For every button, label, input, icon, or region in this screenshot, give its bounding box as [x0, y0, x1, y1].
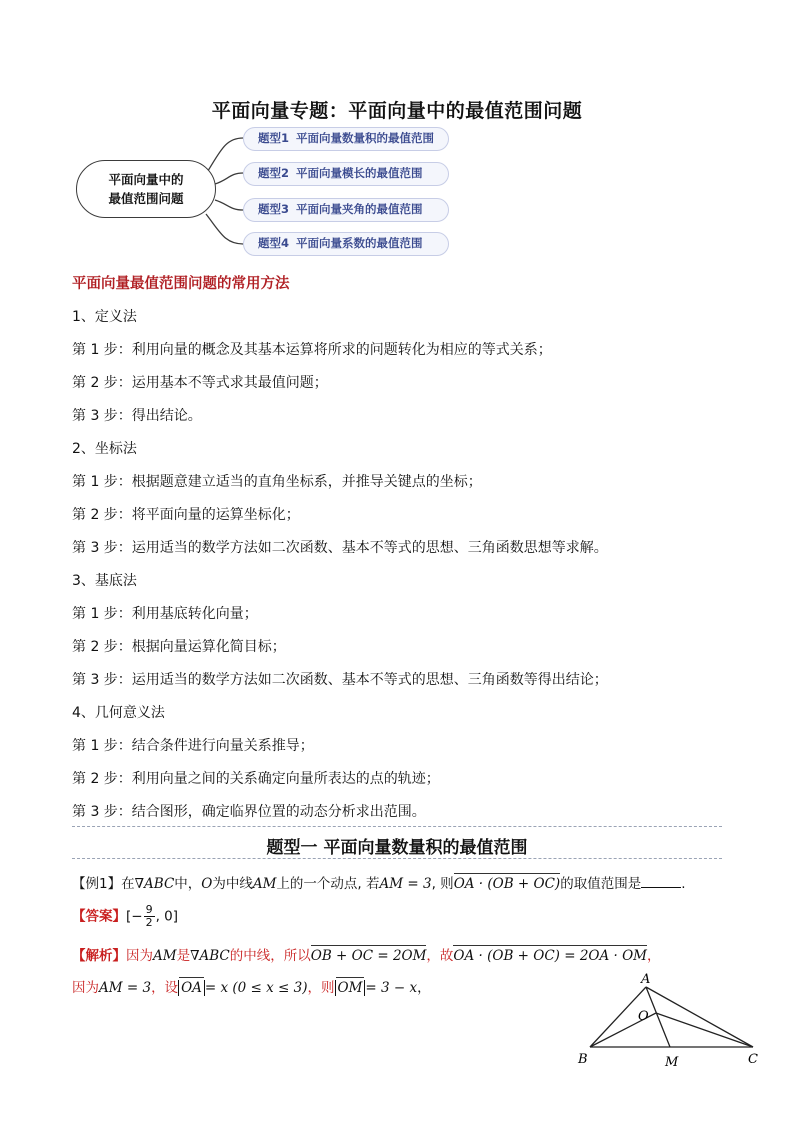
method-line: 第 3 步：运用适当的数学方法如二次函数、基本不等式的思想、三角函数等得出结论；	[72, 672, 608, 688]
method-line: 4、几何意义法	[72, 705, 165, 721]
analysis-text: ，故	[426, 948, 454, 964]
example-1	[72, 872, 686, 892]
method-line: 第 1 步：利用基底转化向量；	[72, 606, 258, 622]
method-line: 第 1 步：根据题意建立适当的直角坐标系，并推导关键点的坐标；	[72, 474, 482, 490]
am-equation: AM = 3	[99, 980, 152, 996]
fraction-denominator: 2	[145, 916, 153, 929]
label-c: C	[748, 1052, 758, 1067]
page-title: 平面向量专题：平面向量中的最值范围问题	[211, 100, 583, 122]
triangle-figure	[570, 965, 770, 1075]
method-line: 第 2 步：根据向量运算化简目标；	[72, 639, 286, 655]
mindmap-topic-2	[243, 162, 449, 186]
example-text: 在	[121, 876, 135, 892]
topic-number: 题型1	[258, 131, 290, 145]
label-o: O	[638, 1009, 649, 1024]
am-equation: AM = 3	[379, 876, 432, 892]
segment-am: AM	[252, 876, 277, 892]
vector-equation: OA · (OB + OC) = 2OA · OM	[453, 948, 647, 964]
topic-label: 平面向量模长的最值范围	[296, 166, 423, 180]
label-a: A	[641, 972, 651, 987]
label-m: M	[665, 1055, 679, 1070]
topic-label: 平面向量夹角的最值范围	[296, 202, 423, 216]
example-text: 中，	[174, 876, 202, 892]
mindmap-center-line1: 平面向量中的	[108, 172, 184, 187]
topic-number: 题型4	[258, 236, 290, 250]
mindmap-topic-1	[243, 127, 449, 151]
topic-number: 题型2	[258, 166, 290, 180]
method-line: 第 2 步：运用基本不等式求其最值问题；	[72, 375, 328, 391]
method-line: 第 3 步：结合图形，确定临界位置的动态分析求出范围。	[72, 804, 426, 820]
method-line: 第 1 步：结合条件进行向量关系推导；	[72, 738, 314, 754]
analysis-label: 【解析】	[72, 948, 126, 964]
example-text: 的取值范围是	[560, 876, 642, 892]
methods-heading: 平面向量最值范围问题的常用方法	[72, 276, 290, 292]
analysis-text: 因为	[126, 948, 153, 964]
method-line: 1、定义法	[72, 309, 137, 325]
om-equation: = 3 − x	[365, 980, 418, 996]
oa-equation: = x (0 ≤ x ≤ 3)	[204, 980, 308, 996]
example-text: , 则	[431, 876, 454, 892]
triangle-abc: ∇ABC	[190, 948, 230, 964]
answer-post: , 0]	[155, 908, 179, 925]
analysis-text: ，则	[307, 980, 335, 996]
topic-number: 题型3	[258, 202, 290, 216]
fraction-numerator: 9	[145, 903, 153, 916]
analysis-line-1	[72, 944, 661, 964]
section-divider-bottom	[72, 858, 722, 859]
analysis-text: ，	[417, 980, 431, 996]
mindmap-center-line2: 最值范围问题	[108, 191, 184, 206]
vector-equation: OB + OC = 2OM	[310, 948, 427, 964]
mindmap-topic-3	[243, 198, 449, 222]
mindmap-center-node	[76, 160, 216, 218]
analysis-line-2	[72, 976, 431, 996]
answer-blank	[641, 875, 681, 888]
vector-expression: OA · (OB + OC)	[453, 876, 561, 892]
method-line: 第 2 步：将平面向量的运算坐标化；	[72, 507, 300, 523]
mindmap-topic-4	[243, 232, 449, 256]
method-line: 第 3 步：运用适当的数学方法如二次函数、基本不等式的思想、三角函数思想等求解。	[72, 540, 608, 556]
segment-oc	[656, 1013, 753, 1047]
method-line: 3、基底法	[72, 573, 137, 589]
example-text: 上的一个动点, 若	[276, 876, 380, 892]
section-divider-top	[72, 826, 722, 827]
side-ac	[646, 987, 753, 1047]
answer-line	[72, 904, 178, 929]
triangle-abc: ∇ABC	[134, 876, 175, 892]
example-text: .	[681, 876, 686, 892]
analysis-text: ，	[647, 948, 661, 964]
abs-oa: OA	[178, 980, 205, 996]
method-line: 第 3 步：得出结论。	[72, 408, 202, 424]
abs-om: OM	[335, 980, 366, 996]
analysis-text: 是	[176, 948, 191, 964]
example-text: 为中线	[212, 876, 253, 892]
label-b: B	[578, 1052, 588, 1067]
point-o: O	[201, 876, 213, 892]
analysis-text: 因为	[72, 980, 99, 996]
answer-label: 【答案】	[72, 908, 126, 925]
example-label: 【例1】	[72, 876, 122, 892]
method-line: 第 2 步：利用向量之间的关系确定向量所表达的点的轨迹；	[72, 771, 440, 787]
answer-fraction	[144, 904, 155, 929]
topic-label: 平面向量数量积的最值范围	[296, 131, 435, 145]
method-line: 2、坐标法	[72, 441, 137, 457]
segment-am: AM	[153, 948, 177, 964]
method-line: 第 1 步：利用向量的概念及其基本运算将所求的问题转化为相应的等式关系；	[72, 342, 552, 358]
topic-label: 平面向量系数的最值范围	[296, 236, 423, 250]
type1-heading: 题型一 平面向量数量积的最值范围	[266, 838, 528, 858]
answer-pre: [−	[126, 908, 143, 925]
analysis-text: ，设	[151, 980, 179, 996]
analysis-text: 的中线，所以	[229, 948, 311, 964]
